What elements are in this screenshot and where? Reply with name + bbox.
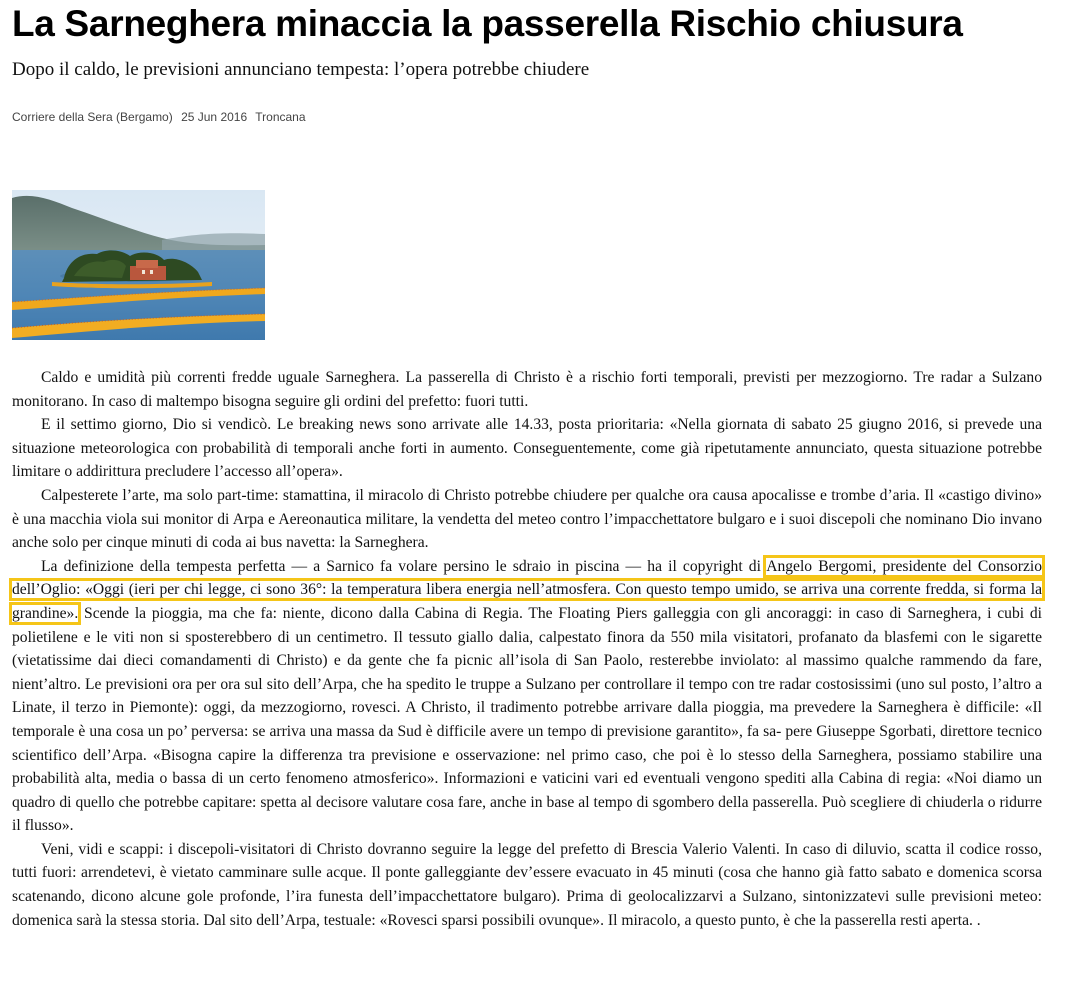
paragraph: Veni, vidi e scappi: i discepoli-visitatori di Christo dovranno seguire la legge del prefetto di Brescia Valerio Valenti. In caso di diluvio, scatta il codice rosso, tutti fuori: arrendetevi, è vietato camminare sulle acque. Il ponte galleggiante dev’essere evacuato in 45 minuti (cosa che hanno già fatto sabato e domenica scorsa scatenando, dicono alcune gole profonde, l’ira funesta dell’impacchettatore bulgaro). Prima di geolocalizzarvi a Sulzano, sintonizzatevi sulle previsioni meteo: domenica sarà la stessa storia. Dal sito dell’Arpa, testuale: «Rovesci sparsi possibili ovunque». Il miracolo, a questo punto, è che la passerella resti aperta. . (12, 840, 1042, 929)
author-name: Troncana (255, 110, 306, 124)
article-page (12, 0, 1044, 929)
paragraph-text: La definizione della tempesta perfetta — a Sarnico fa volare persino le sdraio in piscina — ha il copyright di (41, 557, 767, 575)
article-photo (12, 190, 265, 340)
paragraph-text: Scende la pioggia, ma che fa: niente, dicono dalla Cabina di Regia. The Floating Piers galleggia con gli ancoraggi: in caso di Sarneghera, i cubi di polietilene e le viti non si sposterebbero di un centimetro. Il tessuto giallo dalia, calpestato finora da 550 mila visitatori, profanato da blasfemi con le sigarette (vietatissime dai dieci comandamenti di Christo) e da gente che fa picnic all’isola di San Paolo, resterebbe inviolato: al massimo qualche rammendo da fare, nient’altro. Le previsioni ora per ora sul sito dell’Arpa, che ha spedito le truppe a Sulzano per controllare il tempo con tre radar costosissimi (uno sul posto, l’altro a Linate, il terzo in Piemonte): oggi, da mezzogiorno, rovesci. A Christo, il tradimento potrebbe arrivare dalla pioggia, ma prevedere la Sarneghera è difficile: «Il temporale è una cosa un po’ perversa: se arriva una massa da Sud è difficile avere un tempo di previsione garantito», fa sa- pere Giuseppe Sgorbati, direttore tecnico scientifico dell’Arpa. «Bisogna capire la differenza tra previsione e osservazione: nel primo caso, che poi è lo stesso della Sarneghera, possiamo stabilire una probabilità alta, media o bassa di un certo fenomeno atmosferico». Informazioni e vaticini vari ed eventuali vengono spediti alla Cabina di regia: «Noi diamo un quadro di quello che potrebbe capitare: spetta al decisore valutare cosa fare, anche in base al tempo di sgombero della passerella. Può scegliere di chiuderla o ridurre il flusso». (12, 604, 1042, 835)
lake-island-photo (12, 190, 265, 340)
byline (12, 109, 1044, 125)
source-name: Corriere della Sera (Bergamo) (12, 110, 173, 124)
subtitle: Dopo il caldo, le previsioni annunciano tempesta: l’opera potrebbe chiudere (12, 59, 590, 80)
paragraph: E il settimo giorno, Dio si vendicò. Le breaking news sono arrivate alle 14.33, posta prioritaria: «Nella giornata di sabato 25 giugno 2016, si prevede una situazione meteorologica con probabilità di temporali anche forti in aumento. Conseguentemente, come già ripetutamente annunciato, questa situazione potrebbe limitare o addirittura precludere l’accesso all’opera». (12, 416, 1042, 481)
publish-date: 25 Jun 2016 (181, 110, 248, 124)
highlighted-quote: Angelo Bergomi, presidente del Consorzio dell’Oglio: «Oggi (ieri per chi legge, ci sono 36°: la temperatura libera energia nell’atmosfera. Con questo tempo umido, se arriva una corrente fredda, si forma la grandine». (12, 557, 1043, 622)
paragraph: Caldo e umidità più correnti fredde uguale Sarneghera. La passerella di Christo è a rischio forti temporali, previsti per mezzogiorno. Tre radar a Sulzano monitorano. In caso di maltempo bisogna seguire gli ordini del prefetto: fuori tutti. (12, 369, 1042, 410)
headline: La Sarneghera minaccia la passerella Rischio chiusura (12, 3, 963, 44)
article-body (12, 366, 1042, 932)
paragraph (12, 555, 1042, 838)
paragraph: Calpesterete l’arte, ma solo part-time: stamattina, il miracolo di Christo potrebbe chiudere per qualche ora causa apocalisse e trombe d’aria. Il «castigo divino» è una macchia viola sui monitor di Arpa e Aereonautica militare, la vendetta del meteo contro l’impacchettatore bulgaro e i suoi discepoli che nominano Dio invano anche solo per cinque minuti di coda ai bus navetta: la Sarneghera. (12, 486, 1042, 552)
